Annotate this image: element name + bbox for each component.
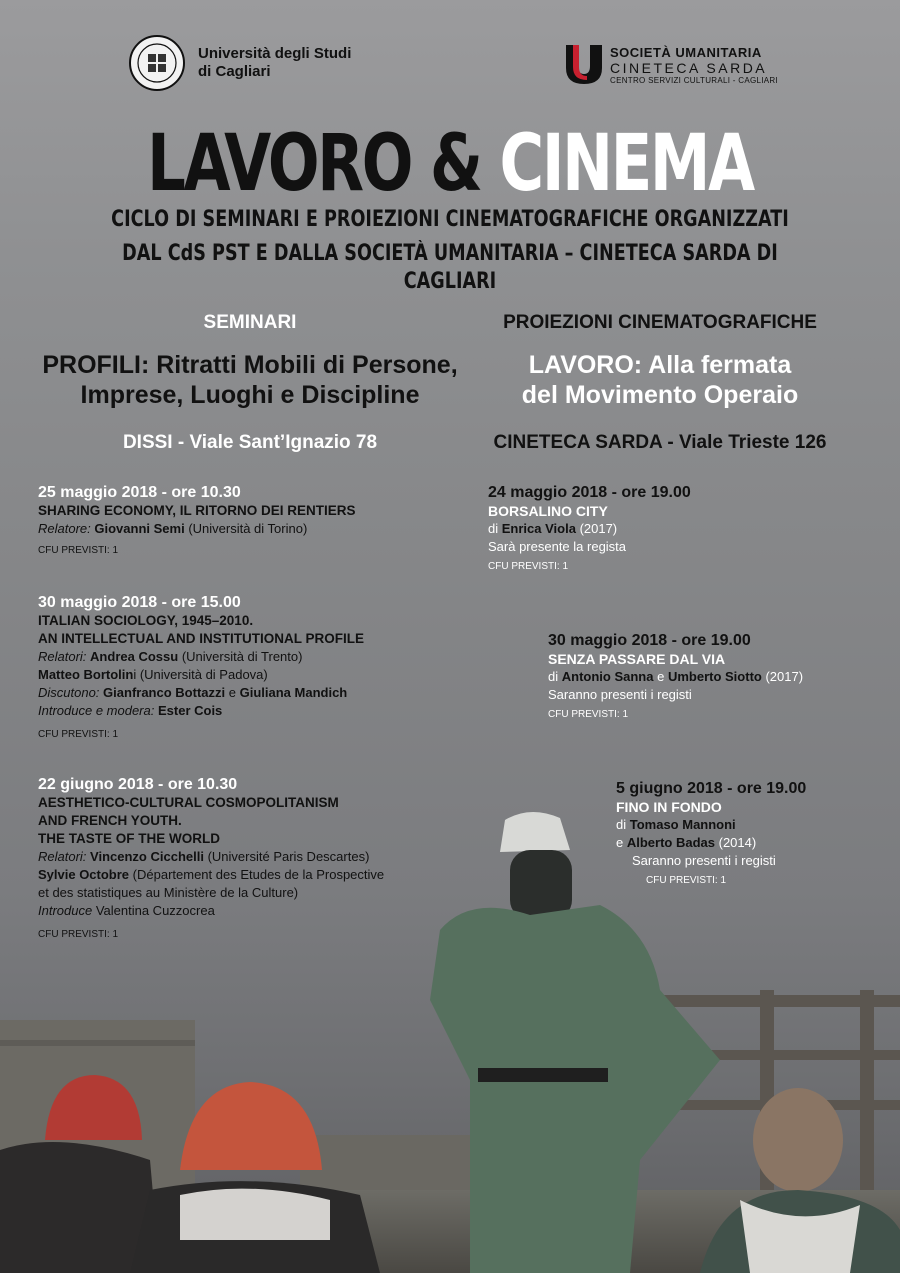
- proiezioni-heading: PROIEZIONI CINEMATOGRAFICHE: [503, 312, 817, 333]
- societa-line3: CENTRO SERVIZI CULTURALI - CAGLIARI: [610, 76, 779, 85]
- university-seal-icon: [128, 34, 186, 92]
- university-name-line1: Università degli Studi: [198, 45, 352, 62]
- event-note: Saranno presenti i registi: [632, 853, 776, 868]
- proiezioni-subtitle-line1: LAVORO: Alla fermata: [528, 351, 792, 379]
- event-discussants: Discutono: Gianfranco Bottazzi e Giuliana Mandich: [38, 685, 348, 700]
- seminari-subtitle-line2: Imprese, Luoghi e Discipline: [80, 381, 420, 409]
- event-director: di Tomaso Mannoni: [616, 817, 736, 832]
- proiezioni-subtitle: [470, 350, 850, 410]
- event-speakers-2: Matteo Bortolini (Università di Padova): [38, 667, 268, 682]
- societa-umanitaria-logo-icon: [563, 42, 605, 86]
- event-cfu: CFU PREVISTI: 1: [38, 545, 119, 556]
- seminari-subtitle: [20, 350, 480, 410]
- title-part2: CINEMA: [499, 119, 753, 209]
- event-title: BORSALINO CITY: [488, 503, 608, 519]
- distant-buildings: [300, 1135, 470, 1195]
- societa-line2: CINETECA SARDA: [610, 60, 768, 76]
- seminari-location: DISSI - Viale Sant’Ignazio 78: [122, 432, 378, 453]
- event-director-2: e Alberto Badas (2014): [616, 835, 757, 850]
- event-director: di Enrica Viola (2017): [488, 521, 618, 536]
- event-date: 30 maggio 2018 - ore 15.00: [38, 594, 241, 611]
- event-title-line1: AESTHETICO-CULTURAL COSMOPOLITANISM: [38, 795, 339, 810]
- event-cfu: CFU PREVISTI: 1: [646, 875, 727, 886]
- event-date: 22 giugno 2018 - ore 10.30: [38, 776, 238, 793]
- university-name: [198, 45, 351, 81]
- event-affiliation-cont: et des statistiques au Ministère de la Culture): [38, 885, 299, 900]
- event-speakers: Relatori: Vincenzo Cicchelli (Université Paris Descartes): [38, 849, 370, 864]
- seminar-event-1: [38, 484, 458, 560]
- event-title: FINO IN FONDO: [616, 799, 722, 815]
- event-date: 25 maggio 2018 - ore 10.30: [38, 484, 241, 501]
- proiezioni-subtitle-line2: del Movimento Operaio: [521, 381, 799, 409]
- event-speakers: Relatori: Andrea Cossu (Università di Trento): [38, 649, 303, 664]
- event-cfu: CFU PREVISTI: 1: [38, 929, 119, 940]
- seminari-heading: SEMINARI: [203, 312, 297, 333]
- proiezioni-location: CINETECA SARDA - Viale Trieste 126: [493, 432, 827, 453]
- seminar-event-3: [38, 776, 458, 944]
- university-name-line2: di Cagliari: [198, 63, 271, 80]
- film-event-1: [488, 484, 848, 576]
- event-title-line1: ITALIAN SOCIOLOGY, 1945–2010.: [38, 613, 254, 628]
- event-title-line2: AN INTELLECTUAL AND INSTITUTIONAL PROFILE: [38, 631, 364, 646]
- event-title: SHARING ECONOMY, IL RITORNO DEI RENTIERS: [38, 503, 356, 518]
- event-date: 5 giugno 2018 - ore 19.00: [616, 780, 807, 797]
- film-event-2: [548, 632, 888, 724]
- event-title: SENZA PASSARE DAL VIA: [548, 651, 726, 667]
- event-cfu: CFU PREVISTI: 1: [548, 709, 629, 720]
- film-event-3: [616, 780, 886, 890]
- event-introducer: Introduce Valentina Cuzzocrea: [38, 903, 215, 918]
- event-moderator: Introduce e modera: Ester Cois: [38, 703, 223, 718]
- event-note: Saranno presenti i registi: [548, 687, 692, 702]
- event-cfu: CFU PREVISTI: 1: [38, 729, 119, 740]
- seminar-event-2: [38, 594, 478, 744]
- societa-line1: SOCIETÀ UMANITARIA: [610, 45, 762, 60]
- event-title-line2: AND FRENCH YOUTH.: [38, 813, 182, 828]
- event-note: Sarà presente la regista: [488, 539, 627, 554]
- event-date: 24 maggio 2018 - ore 19.00: [488, 484, 691, 501]
- event-speakers-2: Sylvie Octobre (Département des Etudes de la Prospective: [38, 867, 385, 882]
- seminari-subtitle-line1: PROFILI: Ritratti Mobili di Persone,: [42, 351, 458, 379]
- subtitle-line2: DAL CdS PST E DALLA SOCIETÀ UMANITARIA – CINETECA SARDA DI CAGLIARI: [122, 241, 778, 294]
- event-date: 30 maggio 2018 - ore 19.00: [548, 632, 751, 649]
- event-director: di Antonio Sanna e Umberto Siotto (2017): [548, 669, 804, 684]
- event-cfu: CFU PREVISTI: 1: [488, 561, 569, 572]
- event-title-line3: THE TASTE OF THE WORLD: [38, 831, 220, 846]
- title-part1: LAVORO &: [147, 119, 481, 209]
- subtitle-line1: CICLO DI SEMINARI E PROIEZIONI CINEMATOGRAFICHE ORGANIZZATI: [111, 207, 789, 232]
- main-title: [99, 119, 801, 209]
- event-speakers: Relatore: Giovanni Semi (Università di Torino): [38, 521, 308, 536]
